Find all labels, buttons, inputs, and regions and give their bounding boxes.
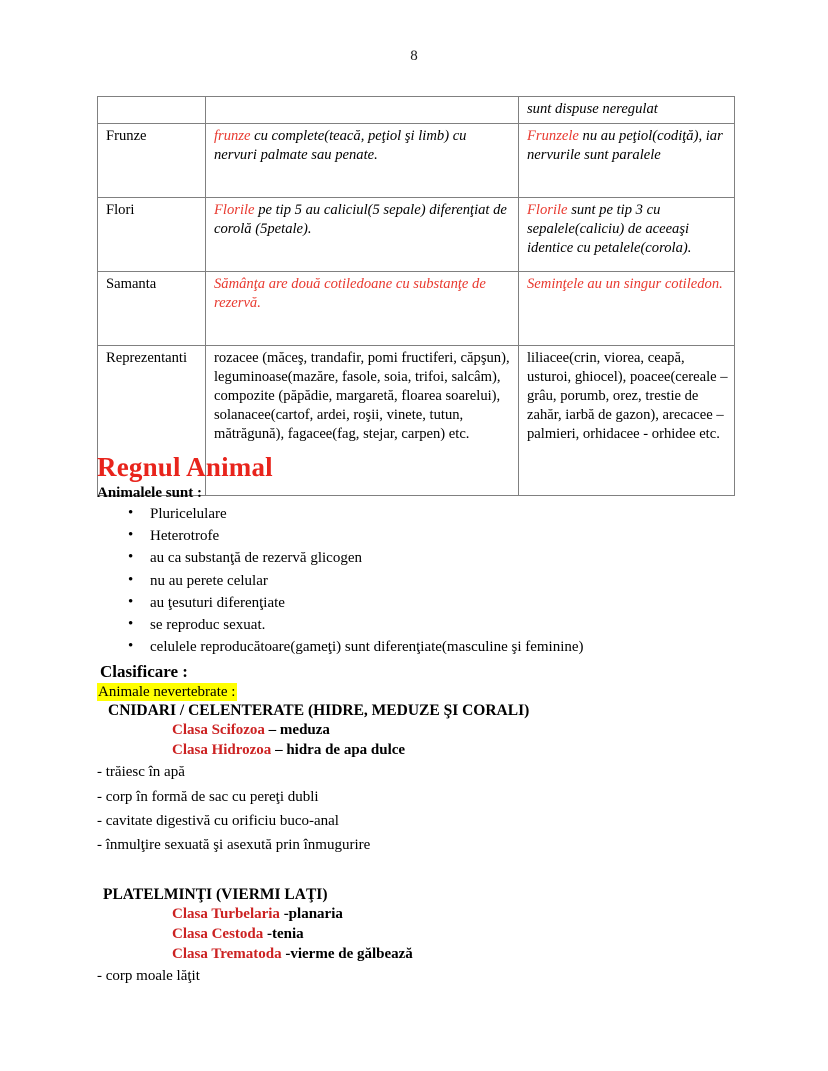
cell-label: Frunze (98, 123, 206, 197)
class-name: Clasa Scifozoa (172, 722, 265, 739)
cell-dicot-emphasis: Florile (214, 201, 255, 218)
classification-heading: Clasificare : (100, 662, 188, 682)
cell-dicot (206, 197, 519, 271)
feature-item: - înmulţire sexuată şi asexută prin înmugurire (97, 837, 371, 854)
highlighted-label-row (97, 683, 828, 701)
class-example: -vierme de gălbează (281, 945, 413, 962)
cell-dicot-text: pe tip 5 au caliciul(5 sepale) diferenţiat de corolă (5petale). (214, 201, 507, 237)
cell-dicot (206, 123, 519, 197)
cell-label: Reprezentanti (98, 345, 206, 495)
page-title: Regnul Animal (97, 452, 273, 482)
feature-item: - trăiesc în apă (97, 764, 185, 781)
cell-monocot-emphasis: Frunzele (527, 127, 579, 144)
feature-item: - corp în formă de sac cu pereţi dubli (97, 788, 319, 805)
class-entry (172, 926, 828, 943)
class-entry (172, 722, 828, 739)
list-item: • nu au perete celular (150, 570, 828, 592)
feature-item: - cavitate digestivă cu orificiu buco-anal (97, 812, 339, 829)
list-item: • se reproduc sexuat. (150, 614, 828, 636)
class-entry (172, 906, 828, 923)
highlighted-label: Animale nevertebrate : (98, 684, 236, 701)
section-subtitle: Animalele sunt : (97, 485, 202, 501)
animal-kingdom-section (0, 452, 828, 990)
cell-dicot (206, 97, 519, 124)
cell-label: Samanta (98, 271, 206, 345)
cell-monocot: sunt dispuse neregulat (519, 97, 735, 124)
cell-label: Flori (98, 197, 206, 271)
list-item: • au ţesuturi diferenţiate (150, 592, 828, 614)
class-example: -planaria (279, 905, 343, 922)
table-row (98, 97, 735, 124)
page-number: 8 (410, 48, 418, 64)
class-entry (172, 742, 828, 759)
table-row (98, 197, 735, 271)
cell-monocot (519, 123, 735, 197)
list-item: • au ca substanţă de rezervă glicogen (150, 547, 828, 569)
cell-dicot: rozacee (măceş, trandafir, pomi fructiferi, căpşun), leguminoase(mazăre, fasole, soia, trifoi, salcâm), compozite (păpădie, margaretă, floarea soarelui), solanacee(cartof, ardei, roşii, vinete, tutun, mătrăgună), fagacee(fag, stejar, carpen) etc. (206, 345, 519, 495)
cell-monocot (519, 197, 735, 271)
cell-dicot: Sămânţa are două cotiledoane cu substanţe de rezervă. (206, 271, 519, 345)
class-name: Clasa Cestoda (172, 925, 264, 942)
cell-dicot-text: cu complete(teacă, peţiol şi limb) cu nervuri palmate sau penate. (214, 127, 467, 163)
list-item: • Heterotrofe (150, 525, 828, 547)
class-name: Clasa Hidrozoa (172, 742, 272, 759)
section-spacer (0, 860, 828, 886)
table-row (98, 271, 735, 345)
table-row (98, 123, 735, 197)
class-example: – meduza (264, 722, 330, 739)
class-example: – hidra de apa dulce (271, 742, 406, 759)
list-item: • celulele reproducătoare(gameţi) sunt diferenţiate(masculine şi feminine) (150, 636, 828, 658)
cell-monocot-text: nu au peţiol(codiţă), iar nervurile sunt paralele (527, 127, 723, 163)
cell-monocot-emphasis: Florile (527, 201, 568, 218)
cell-label (98, 97, 206, 124)
cell-monocot: liliacee(crin, viorea, ceapă, usturoi, ghiocel), poacee(cereale – grâu, porumb, orez, trestie de zahăr, iarbă de gazon), arecacee – palmieri, orhidacee - orhidee etc. (519, 345, 735, 495)
class-example: -tenia (263, 925, 304, 942)
class-name: Clasa Trematoda (172, 945, 282, 962)
group-heading-platelminti: PLATELMINŢI (VIERMI LAŢI) (103, 885, 328, 903)
comparison-table (97, 96, 735, 496)
group-heading-cnidari: CNIDARI / CELENTERATE (HIDRE, MEDUZE ŞI CORALI) (108, 702, 530, 720)
list-item: • Pluricelulare (150, 503, 828, 525)
cell-dicot-emphasis: frunze (214, 127, 251, 144)
cell-monocot-text: sunt pe tip 3 cu sepalele(caliciu) de aceeaşi identice cu petalele(corola). (527, 201, 692, 256)
cell-monocot: Seminţele au un singur cotiledon. (519, 271, 735, 345)
feature-item: - corp moale lăţit (97, 967, 200, 984)
class-name: Clasa Turbelaria (172, 905, 280, 922)
class-entry (172, 946, 828, 963)
traits-list (0, 503, 828, 658)
